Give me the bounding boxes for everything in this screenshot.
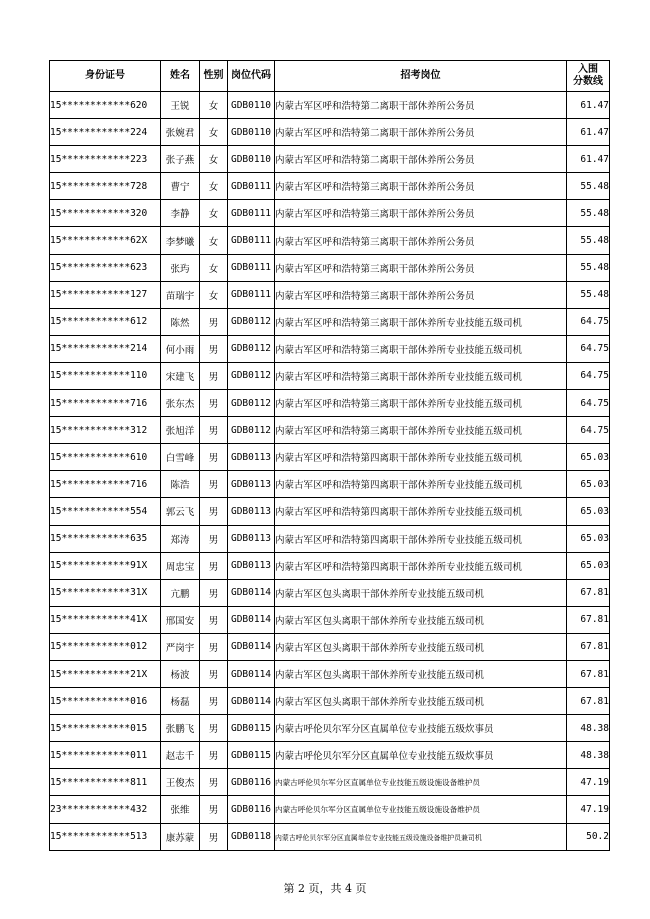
cell-sex: 女 bbox=[200, 281, 228, 308]
cell-position: 内蒙古呼伦贝尔军分区直属单位专业技能五级炊事员 bbox=[275, 742, 567, 769]
cell-position: 内蒙古军区呼和浩特第二离职干部休养所公务员 bbox=[275, 119, 567, 146]
cell-score: 67.81 bbox=[567, 660, 610, 687]
cell-sex: 男 bbox=[200, 823, 228, 850]
cell-sex: 男 bbox=[200, 633, 228, 660]
cell-sex: 女 bbox=[200, 227, 228, 254]
admission-table bbox=[49, 60, 610, 851]
cell-code: GDB0115 bbox=[228, 742, 275, 769]
cell-score: 65.03 bbox=[567, 471, 610, 498]
cell-sex: 男 bbox=[200, 390, 228, 417]
cell-code: GDB0114 bbox=[228, 579, 275, 606]
header-score bbox=[567, 61, 610, 92]
cell-score: 55.48 bbox=[567, 200, 610, 227]
cell-sex: 女 bbox=[200, 200, 228, 227]
header-name: 姓名 bbox=[161, 61, 200, 92]
cell-code: GDB0114 bbox=[228, 633, 275, 660]
cell-id: 15************554 bbox=[50, 498, 161, 525]
cell-name: 李梦曦 bbox=[161, 227, 200, 254]
cell-position: 内蒙古军区呼和浩特第三离职干部休养所专业技能五级司机 bbox=[275, 417, 567, 444]
table-row bbox=[50, 390, 610, 417]
header-score-line1: 入围 bbox=[578, 64, 598, 75]
cell-sex: 男 bbox=[200, 742, 228, 769]
cell-id: 15************728 bbox=[50, 173, 161, 200]
cell-code: GDB0114 bbox=[228, 660, 275, 687]
cell-position: 内蒙古呼伦贝尔军分区直属单位专业技能五级设施设备维护员兼司机 bbox=[275, 823, 567, 850]
cell-sex: 女 bbox=[200, 146, 228, 173]
cell-score: 55.48 bbox=[567, 173, 610, 200]
cell-position: 内蒙古军区呼和浩特第三离职干部休养所专业技能五级司机 bbox=[275, 308, 567, 335]
cell-id: 23************432 bbox=[50, 796, 161, 823]
cell-name: 赵志千 bbox=[161, 742, 200, 769]
cell-position: 内蒙古军区呼和浩特第四离职干部休养所专业技能五级司机 bbox=[275, 444, 567, 471]
cell-code: GDB0113 bbox=[228, 552, 275, 579]
cell-score: 48.38 bbox=[567, 715, 610, 742]
cell-name: 宋建飞 bbox=[161, 362, 200, 389]
cell-id: 15************223 bbox=[50, 146, 161, 173]
cell-sex: 男 bbox=[200, 335, 228, 362]
cell-score: 61.47 bbox=[567, 92, 610, 119]
cell-score: 65.03 bbox=[567, 525, 610, 552]
cell-code: GDB0112 bbox=[228, 390, 275, 417]
table-row bbox=[50, 525, 610, 552]
cell-name: 张婉君 bbox=[161, 119, 200, 146]
cell-sex: 男 bbox=[200, 552, 228, 579]
table-row bbox=[50, 146, 610, 173]
cell-position: 内蒙古军区包头离职干部休养所专业技能五级司机 bbox=[275, 633, 567, 660]
cell-id: 15************312 bbox=[50, 417, 161, 444]
cell-score: 65.03 bbox=[567, 498, 610, 525]
cell-id: 15************214 bbox=[50, 335, 161, 362]
cell-code: GDB0116 bbox=[228, 769, 275, 796]
cell-code: GDB0113 bbox=[228, 525, 275, 552]
cell-sex: 男 bbox=[200, 660, 228, 687]
cell-score: 55.48 bbox=[567, 281, 610, 308]
page-footer: 第 2 页，共 4 页 bbox=[283, 882, 367, 895]
table-row bbox=[50, 254, 610, 281]
cell-id: 15************011 bbox=[50, 742, 161, 769]
cell-code: GDB0118 bbox=[228, 823, 275, 850]
cell-position: 内蒙古军区呼和浩特第三离职干部休养所公务员 bbox=[275, 173, 567, 200]
table-row bbox=[50, 552, 610, 579]
table-row bbox=[50, 281, 610, 308]
cell-id: 15************62X bbox=[50, 227, 161, 254]
cell-position: 内蒙古军区呼和浩特第三离职干部休养所专业技能五级司机 bbox=[275, 335, 567, 362]
cell-name: 白雪峰 bbox=[161, 444, 200, 471]
table-row bbox=[50, 633, 610, 660]
cell-position: 内蒙古军区呼和浩特第四离职干部休养所专业技能五级司机 bbox=[275, 471, 567, 498]
table-row bbox=[50, 200, 610, 227]
cell-id: 15************623 bbox=[50, 254, 161, 281]
cell-sex: 男 bbox=[200, 769, 228, 796]
table-row bbox=[50, 92, 610, 119]
cell-id: 15************21X bbox=[50, 660, 161, 687]
cell-code: GDB0114 bbox=[228, 606, 275, 633]
cell-code: GDB0113 bbox=[228, 444, 275, 471]
cell-score: 61.47 bbox=[567, 119, 610, 146]
cell-position: 内蒙古军区呼和浩特第二离职干部休养所公务员 bbox=[275, 92, 567, 119]
cell-code: GDB0113 bbox=[228, 471, 275, 498]
cell-name: 曹宁 bbox=[161, 173, 200, 200]
cell-name: 苗瑞宇 bbox=[161, 281, 200, 308]
cell-score: 64.75 bbox=[567, 308, 610, 335]
cell-score: 47.19 bbox=[567, 769, 610, 796]
cell-position: 内蒙古呼伦贝尔军分区直属单位专业技能五级炊事员 bbox=[275, 715, 567, 742]
cell-score: 48.38 bbox=[567, 742, 610, 769]
cell-id: 15************716 bbox=[50, 471, 161, 498]
cell-id: 15************91X bbox=[50, 552, 161, 579]
header-position: 招考岗位 bbox=[275, 61, 567, 92]
table-row bbox=[50, 227, 610, 254]
cell-score: 64.75 bbox=[567, 390, 610, 417]
cell-score: 64.75 bbox=[567, 417, 610, 444]
cell-position: 内蒙古呼伦贝尔军分区直属单位专业技能五级设施设备维护员 bbox=[275, 769, 567, 796]
cell-sex: 男 bbox=[200, 417, 228, 444]
header-score-line2: 分数线 bbox=[573, 76, 603, 87]
cell-sex: 女 bbox=[200, 92, 228, 119]
cell-name: 张维 bbox=[161, 796, 200, 823]
cell-code: GDB0112 bbox=[228, 308, 275, 335]
cell-position: 内蒙古军区呼和浩特第二离职干部休养所公务员 bbox=[275, 146, 567, 173]
cell-code: GDB0111 bbox=[228, 254, 275, 281]
cell-id: 15************716 bbox=[50, 390, 161, 417]
table-row bbox=[50, 715, 610, 742]
cell-score: 64.75 bbox=[567, 335, 610, 362]
cell-name: 严岗宇 bbox=[161, 633, 200, 660]
table-row bbox=[50, 742, 610, 769]
cell-sex: 男 bbox=[200, 606, 228, 633]
cell-sex: 男 bbox=[200, 715, 228, 742]
cell-sex: 男 bbox=[200, 471, 228, 498]
cell-name: 郑涛 bbox=[161, 525, 200, 552]
table-row bbox=[50, 660, 610, 687]
cell-score: 64.75 bbox=[567, 362, 610, 389]
cell-id: 15************635 bbox=[50, 525, 161, 552]
table-row bbox=[50, 173, 610, 200]
cell-sex: 女 bbox=[200, 254, 228, 281]
cell-code: GDB0110 bbox=[228, 146, 275, 173]
cell-name: 陈然 bbox=[161, 308, 200, 335]
cell-id: 15************41X bbox=[50, 606, 161, 633]
cell-position: 内蒙古军区呼和浩特第三离职干部休养所公务员 bbox=[275, 227, 567, 254]
cell-id: 15************012 bbox=[50, 633, 161, 660]
cell-score: 65.03 bbox=[567, 444, 610, 471]
cell-name: 张玙 bbox=[161, 254, 200, 281]
cell-position: 内蒙古军区呼和浩特第三离职干部休养所公务员 bbox=[275, 254, 567, 281]
cell-code: GDB0111 bbox=[228, 200, 275, 227]
cell-name: 张子燕 bbox=[161, 146, 200, 173]
cell-id: 15************127 bbox=[50, 281, 161, 308]
cell-sex: 男 bbox=[200, 308, 228, 335]
table-row bbox=[50, 606, 610, 633]
cell-position: 内蒙古军区呼和浩特第四离职干部休养所专业技能五级司机 bbox=[275, 525, 567, 552]
cell-code: GDB0111 bbox=[228, 281, 275, 308]
cell-id: 15************620 bbox=[50, 92, 161, 119]
cell-id: 15************811 bbox=[50, 769, 161, 796]
cell-id: 15************612 bbox=[50, 308, 161, 335]
cell-name: 周忠宝 bbox=[161, 552, 200, 579]
cell-code: GDB0110 bbox=[228, 119, 275, 146]
header-id: 身份证号 bbox=[50, 61, 161, 92]
cell-id: 15************016 bbox=[50, 688, 161, 715]
cell-position: 内蒙古军区呼和浩特第四离职干部休养所专业技能五级司机 bbox=[275, 552, 567, 579]
cell-code: GDB0112 bbox=[228, 417, 275, 444]
cell-code: GDB0113 bbox=[228, 498, 275, 525]
cell-name: 邢国安 bbox=[161, 606, 200, 633]
cell-score: 65.03 bbox=[567, 552, 610, 579]
cell-name: 杨波 bbox=[161, 660, 200, 687]
table-row bbox=[50, 823, 610, 850]
table-row bbox=[50, 362, 610, 389]
cell-id: 15************110 bbox=[50, 362, 161, 389]
cell-name: 亢鹏 bbox=[161, 579, 200, 606]
cell-position: 内蒙古军区包头离职干部休养所专业技能五级司机 bbox=[275, 660, 567, 687]
header-code: 岗位代码 bbox=[228, 61, 275, 92]
table-row bbox=[50, 796, 610, 823]
cell-score: 55.48 bbox=[567, 254, 610, 281]
cell-name: 陈浩 bbox=[161, 471, 200, 498]
cell-sex: 男 bbox=[200, 525, 228, 552]
cell-name: 王俊杰 bbox=[161, 769, 200, 796]
cell-name: 张鹏飞 bbox=[161, 715, 200, 742]
cell-name: 康苏蒙 bbox=[161, 823, 200, 850]
cell-code: GDB0115 bbox=[228, 715, 275, 742]
cell-score: 67.81 bbox=[567, 688, 610, 715]
cell-sex: 男 bbox=[200, 444, 228, 471]
table-row bbox=[50, 769, 610, 796]
cell-position: 内蒙古呼伦贝尔军分区直属单位专业技能五级设施设备维护员 bbox=[275, 796, 567, 823]
cell-code: GDB0116 bbox=[228, 796, 275, 823]
cell-code: GDB0114 bbox=[228, 688, 275, 715]
table-row bbox=[50, 688, 610, 715]
cell-name: 杨磊 bbox=[161, 688, 200, 715]
cell-position: 内蒙古军区包头离职干部休养所专业技能五级司机 bbox=[275, 606, 567, 633]
cell-name: 郭云飞 bbox=[161, 498, 200, 525]
cell-score: 67.81 bbox=[567, 606, 610, 633]
cell-id: 15************31X bbox=[50, 579, 161, 606]
cell-score: 55.48 bbox=[567, 227, 610, 254]
table-row bbox=[50, 119, 610, 146]
cell-position: 内蒙古军区呼和浩特第三离职干部休养所专业技能五级司机 bbox=[275, 390, 567, 417]
cell-sex: 男 bbox=[200, 579, 228, 606]
cell-code: GDB0112 bbox=[228, 362, 275, 389]
cell-sex: 男 bbox=[200, 796, 228, 823]
cell-code: GDB0110 bbox=[228, 92, 275, 119]
cell-position: 内蒙古军区呼和浩特第三离职干部休养所公务员 bbox=[275, 200, 567, 227]
cell-score: 47.19 bbox=[567, 796, 610, 823]
header-row bbox=[50, 61, 610, 92]
table-row bbox=[50, 335, 610, 362]
cell-name: 张东杰 bbox=[161, 390, 200, 417]
table-row bbox=[50, 498, 610, 525]
cell-id: 15************610 bbox=[50, 444, 161, 471]
cell-score: 67.81 bbox=[567, 579, 610, 606]
cell-position: 内蒙古军区包头离职干部休养所专业技能五级司机 bbox=[275, 688, 567, 715]
cell-code: GDB0112 bbox=[228, 335, 275, 362]
table-row bbox=[50, 471, 610, 498]
table-row bbox=[50, 417, 610, 444]
cell-score: 67.81 bbox=[567, 633, 610, 660]
cell-name: 王锐 bbox=[161, 92, 200, 119]
cell-score: 50.2 bbox=[567, 823, 610, 850]
cell-name: 张旭洋 bbox=[161, 417, 200, 444]
cell-code: GDB0111 bbox=[228, 227, 275, 254]
cell-id: 15************320 bbox=[50, 200, 161, 227]
cell-id: 15************015 bbox=[50, 715, 161, 742]
cell-id: 15************513 bbox=[50, 823, 161, 850]
cell-position: 内蒙古军区包头离职干部休养所专业技能五级司机 bbox=[275, 579, 567, 606]
cell-sex: 男 bbox=[200, 498, 228, 525]
cell-sex: 女 bbox=[200, 119, 228, 146]
cell-sex: 男 bbox=[200, 362, 228, 389]
cell-score: 61.47 bbox=[567, 146, 610, 173]
cell-name: 何小雨 bbox=[161, 335, 200, 362]
table-row bbox=[50, 444, 610, 471]
cell-position: 内蒙古军区呼和浩特第四离职干部休养所专业技能五级司机 bbox=[275, 498, 567, 525]
cell-id: 15************224 bbox=[50, 119, 161, 146]
cell-name: 李静 bbox=[161, 200, 200, 227]
cell-position: 内蒙古军区呼和浩特第三离职干部休养所专业技能五级司机 bbox=[275, 362, 567, 389]
cell-code: GDB0111 bbox=[228, 173, 275, 200]
cell-sex: 男 bbox=[200, 688, 228, 715]
cell-sex: 女 bbox=[200, 173, 228, 200]
header-sex: 性别 bbox=[200, 61, 228, 92]
cell-position: 内蒙古军区呼和浩特第三离职干部休养所公务员 bbox=[275, 281, 567, 308]
table-row bbox=[50, 308, 610, 335]
table-row bbox=[50, 579, 610, 606]
